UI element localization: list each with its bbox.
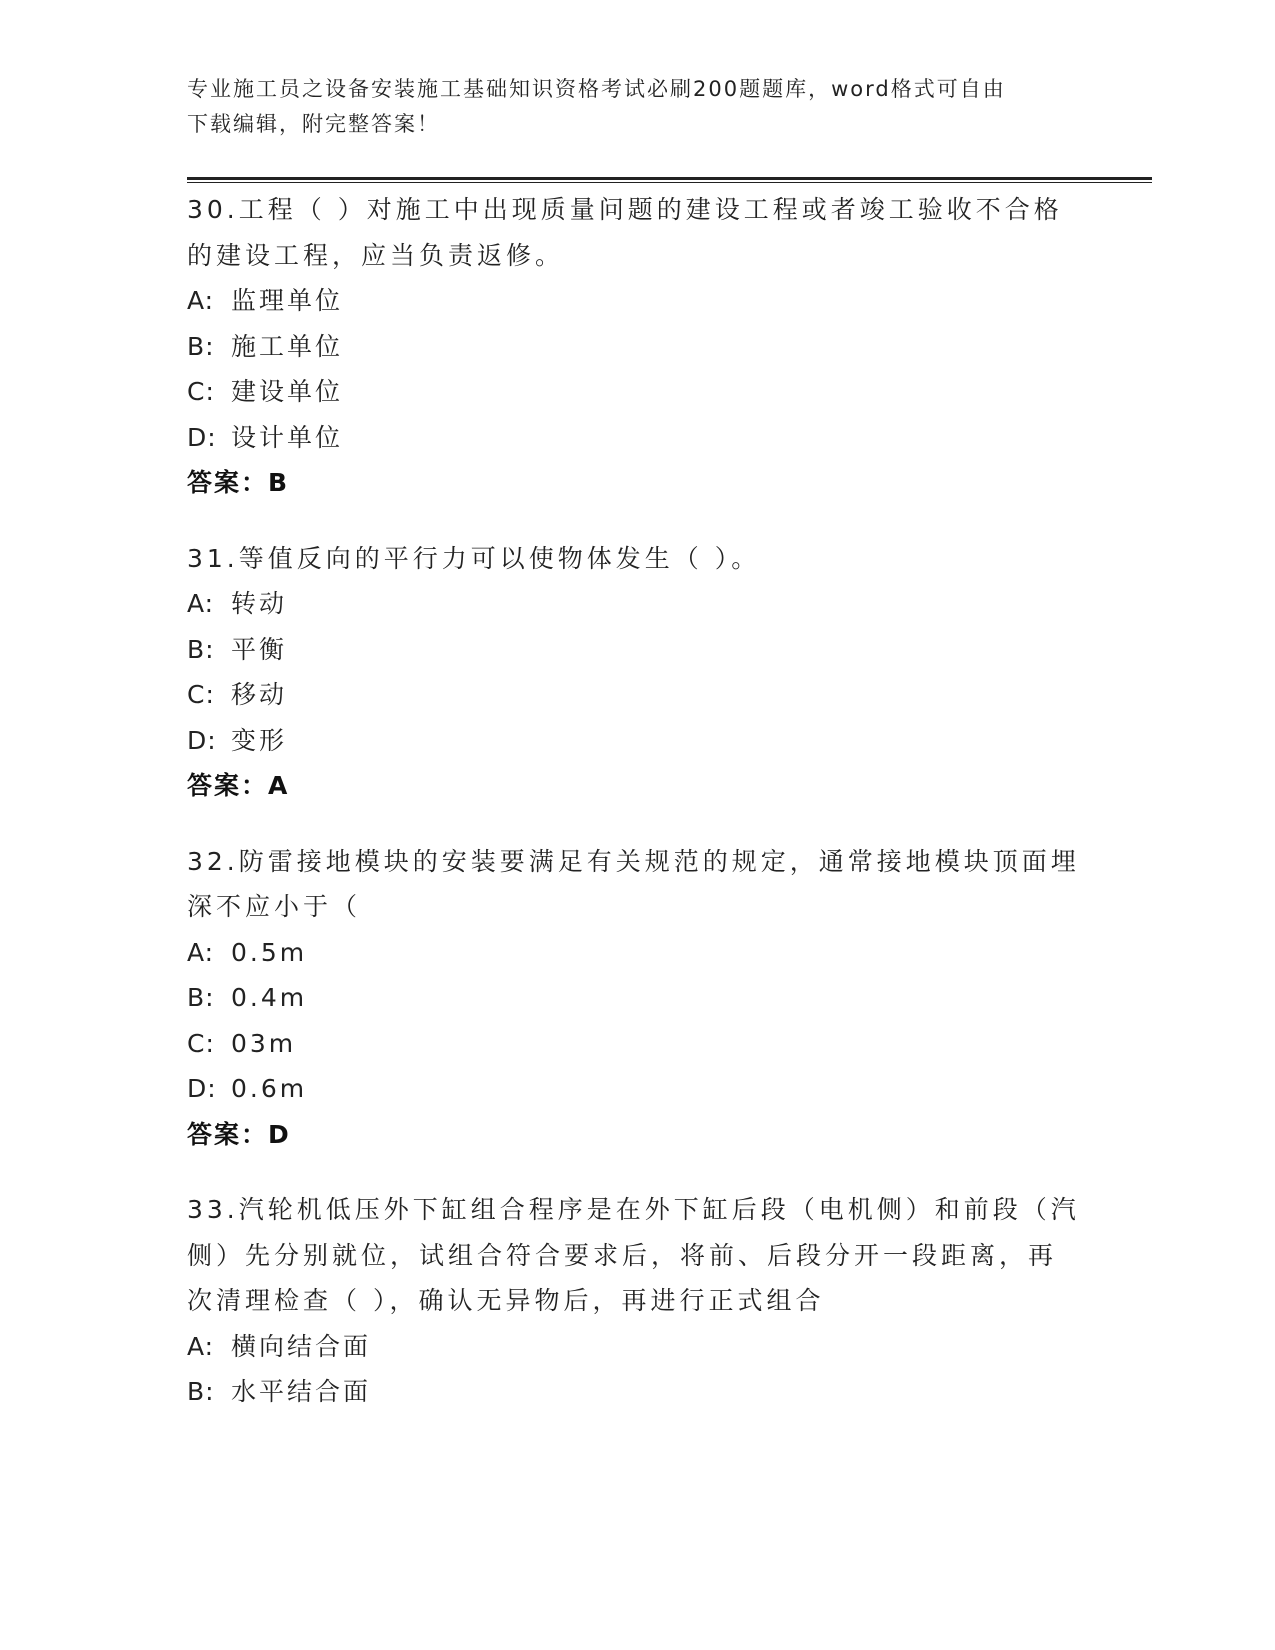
header-line-2: 下载编辑，附完整答案！ [187,112,440,136]
option-text: 水平结合面 [231,1377,372,1406]
option-letter: A: [187,589,215,618]
option-letter: A: [187,286,215,315]
question-stem-line: 的建设工程，应当负责返修。 [187,240,565,270]
option-text: 平衡 [231,634,288,664]
question-33 [187,1187,1087,1415]
option-letter: C: [187,377,215,406]
question-stem-line: 30.工程（ ）对施工中出现质量问题的建设工程或者竣工验收不合格 [187,195,1063,224]
option-b [187,324,1087,370]
option-letter: D: [187,422,217,452]
option-text: 0.5m [231,937,308,967]
option-text: 横向结合面 [231,1331,372,1361]
question-list [187,187,1087,1445]
option-text: 移动 [231,680,288,709]
option-letter: C: [187,680,215,709]
option-d [187,1066,1087,1112]
option-c [187,1021,1087,1067]
option-text: 变形 [231,725,288,755]
option-text: 0.6m [231,1074,308,1103]
option-text: 设计单位 [231,422,344,452]
option-letter: C: [187,1028,215,1058]
option-b [187,1369,1087,1415]
option-letter: B: [187,983,215,1012]
question-stem-line: 31.等值反向的平行力可以使物体发生（ ）。 [187,543,761,573]
question-31 [187,536,1087,809]
option-a [187,581,1087,627]
option-b [187,975,1087,1021]
option-letter: B: [187,1377,215,1406]
question-stem-line: 33.汽轮机低压外下缸组合程序是在外下缸后段（电机侧）和前段（汽 [187,1195,1080,1224]
option-text: 施工单位 [231,331,344,361]
question-stem-line: 32.防雷接地模块的安装要满足有关规范的规定，通常接地模块顶面埋 [187,846,1080,876]
option-a [187,930,1087,976]
option-a [187,278,1087,324]
option-text: 建设单位 [231,377,344,406]
option-letter: D: [187,1074,217,1103]
question-stem-line: 侧）先分别就位，试组合符合要求后，将前、后段分开一段距离，再 [187,1240,1058,1270]
question-stem-line: 深不应小于（ [187,892,362,921]
answer-line: 答案：A [187,771,290,800]
question-stem-line: 次清理检查（ ），确认无异物后，再进行正式组合 [187,1286,825,1315]
option-letter: A: [187,937,215,967]
question-30 [187,187,1087,506]
option-text: 转动 [231,589,288,618]
header-divider-thick [187,177,1152,180]
option-text: 03m [231,1028,297,1058]
header-divider-thin [187,182,1152,183]
option-d [187,718,1087,764]
answer-line: 答案：B [187,468,290,497]
option-letter: A: [187,1331,215,1361]
option-text: 0.4m [231,983,308,1012]
option-letter: B: [187,331,215,361]
header-line-1: 专业施工员之设备安装施工基础知识资格考试必刷200题题库，word格式可自由 [187,77,1006,101]
option-text: 监理单位 [231,286,344,315]
option-c [187,672,1087,718]
option-letter: D: [187,725,217,755]
document-header [187,72,1067,142]
option-b [187,627,1087,673]
answer-line: 答案：D [187,1119,291,1149]
option-letter: B: [187,634,215,664]
option-a [187,1324,1087,1370]
question-32 [187,839,1087,1158]
option-d [187,415,1087,461]
option-c [187,369,1087,415]
